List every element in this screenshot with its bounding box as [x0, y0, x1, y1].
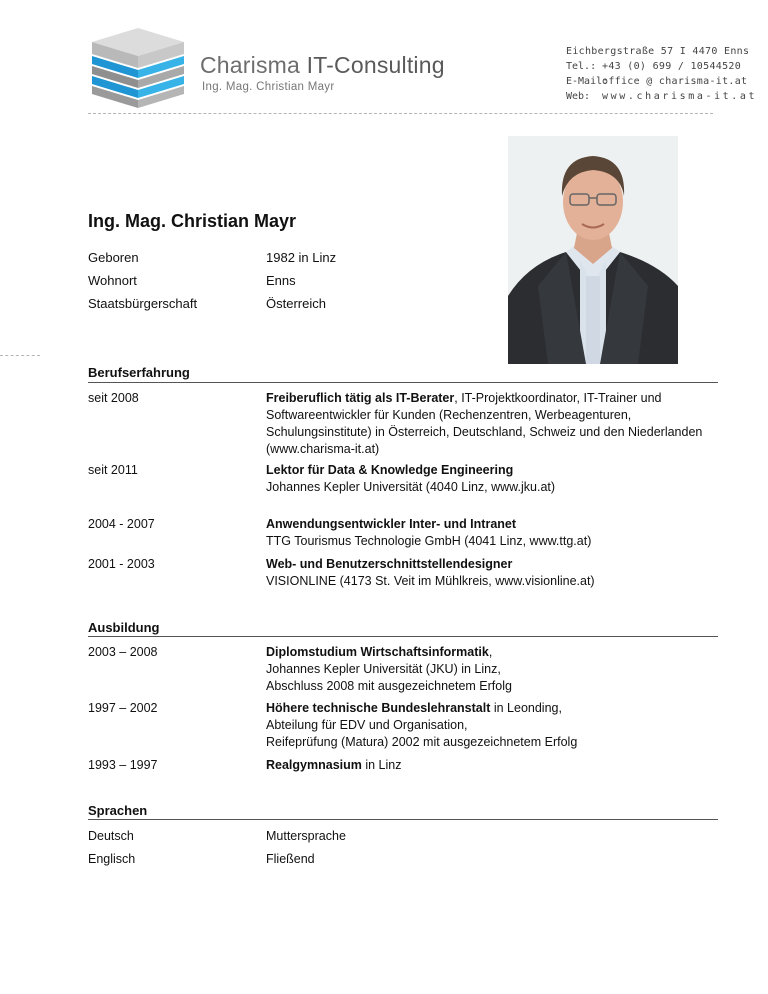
detail-row-geboren — [88, 250, 336, 265]
entry-role: Lektor für Data & Knowledge Engineering — [266, 463, 514, 477]
entry-details: VISIONLINE (4173 St. Veit im Mühlkreis, www.visionline.at) — [266, 574, 595, 588]
section-title-berufserfahrung: Berufserfahrung — [88, 365, 190, 380]
entry-description — [266, 556, 718, 590]
entry-suffix: in Leonding, — [490, 701, 562, 715]
detail-row-wohnort — [88, 273, 296, 288]
section-divider — [88, 636, 718, 637]
entry-date: 1993 – 1997 — [88, 758, 158, 772]
section-divider — [88, 382, 718, 383]
tel-value: +43 (0) 699 / 10544520 — [602, 61, 742, 72]
detail-label: Staatsbürgerschaft — [88, 296, 198, 311]
entry-degree: Realgymnasium — [266, 758, 362, 772]
detail-label: Geboren — [88, 250, 139, 265]
entry-date: seit 2011 — [88, 463, 138, 477]
language-name: Englisch — [88, 852, 136, 866]
entry-date: 1997 – 2002 — [88, 701, 158, 715]
entry-description — [266, 462, 718, 496]
brand-suffix: IT-Consulting — [306, 52, 445, 78]
entry-role: Freiberuflich tätig als IT-Berater — [266, 391, 455, 405]
entry-degree: Diplomstudium Wirtschaftsinformatik — [266, 645, 489, 659]
section-title-sprachen: Sprachen — [88, 803, 148, 818]
entry-description — [266, 644, 718, 695]
side-divider — [0, 355, 40, 356]
person-name: Ing. Mag. Christian Mayr — [88, 211, 297, 231]
language-name: Deutsch — [88, 829, 134, 843]
entry-details: Reifeprüfung (Matura) 2002 mit ausgezeichnetem Erfolg — [266, 735, 578, 749]
entry-details: , IT-Projektkoordinator, IT-Trainer und Softwareentwickler für Kunden (Rechenzentren, Werbeagenturen, Schulungsinstitute) in Österreich, Deutschland, Schweiz und den Niederlanden (www.charisma-it.at) — [266, 391, 703, 456]
header-divider — [88, 113, 713, 114]
web-label: Web: — [566, 91, 591, 102]
charisma-logo — [88, 26, 188, 110]
brand-name — [200, 52, 445, 79]
entry-description — [266, 390, 718, 458]
section-title-ausbildung: Ausbildung — [88, 620, 160, 635]
entry-role: Web- und Benutzerschnittstellendesigner — [266, 557, 513, 571]
section-divider — [88, 819, 718, 820]
web-link[interactable]: www.charisma-it.at — [602, 91, 758, 102]
entry-details: TTG Tourismus Technologie GmbH (4041 Linz, www.ttg.at) — [266, 534, 592, 548]
entry-date: 2003 – 2008 — [88, 645, 158, 659]
entry-description — [266, 516, 718, 550]
contact-address: Eichbergstraße 57 I 4470 Enns — [566, 46, 750, 57]
email-link[interactable]: office @ charisma-it.at — [602, 76, 748, 87]
detail-value: Österreich — [266, 296, 326, 311]
brand-subtitle: Ing. Mag. Christian Mayr — [202, 81, 335, 93]
entry-details: Johannes Kepler Universität (JKU) in Linz, — [266, 662, 501, 676]
entry-degree: Höhere technische Bundeslehranstalt — [266, 701, 491, 715]
entry-details: Abteilung für EDV und Organisation, — [266, 718, 468, 732]
detail-value: Enns — [266, 273, 296, 288]
entry-date: 2004 - 2007 — [88, 517, 155, 531]
entry-role: Anwendungsentwickler Inter- und Intranet — [266, 517, 517, 531]
brand-main: Charisma — [200, 52, 301, 78]
contact-block — [566, 44, 757, 104]
entry-details: Johannes Kepler Universität (4040 Linz, www.jku.at) — [266, 480, 556, 494]
email-label: E-Mail: — [566, 76, 609, 87]
entry-date: seit 2008 — [88, 391, 139, 405]
entry-details: Abschluss 2008 mit ausgezeichnetem Erfolg — [266, 679, 512, 693]
detail-row-staatsbuergerschaft — [88, 296, 326, 311]
detail-label: Wohnort — [88, 273, 137, 288]
entry-date: 2001 - 2003 — [88, 557, 155, 571]
language-level: Muttersprache — [266, 829, 346, 843]
detail-value: 1982 in Linz — [266, 250, 337, 265]
entry-suffix: in Linz — [361, 758, 402, 772]
entry-description — [266, 757, 718, 774]
portrait-photo — [508, 136, 678, 364]
entry-description — [266, 700, 718, 751]
language-level: Fließend — [266, 852, 315, 866]
entry-suffix: , — [488, 645, 493, 659]
tel-label: Tel.: — [566, 61, 597, 72]
